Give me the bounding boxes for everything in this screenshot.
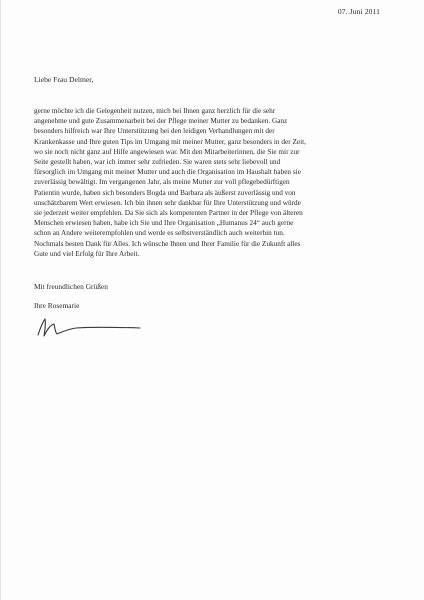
body-line: Nochmals besten Dank für Alles. Ich wünsche Ihnen und Ihrer Familie für die Zukunft alles bbox=[34, 239, 301, 248]
body-line: besonders hilfreich war Ihre Unterstützung bei den leidigen Verhandlungen mit der bbox=[34, 127, 275, 136]
letter-salutation: Liebe Frau Delmer, bbox=[34, 75, 94, 84]
letter-date: 07. Juni 2011 bbox=[337, 7, 380, 16]
body-line: angenehme und gute Zusammenarbeit bei der Pflege meiner Mutter zu bedanken. Ganz bbox=[34, 117, 288, 126]
scan-edge bbox=[0, 0, 1, 600]
body-line: Menschen erwiesen haben, habe ich Sie und Ihre Organisation „Humanus 24“ auch gerne bbox=[34, 219, 294, 228]
body-line: sie jederzeit weiter empfehlen. Da Sie sich als kompetenten Partner in der Pflege von älteren bbox=[34, 209, 303, 218]
letter-signoff: Ihre Rosemarie bbox=[34, 301, 80, 310]
body-line: zuverlässig bewältigt. Im vergangenen Jahr, als meine Mutter zur voll pflegebedürftigen bbox=[34, 178, 290, 187]
body-line: schon an Andere weiterempfohlen und werde es selbstverständlich auch weiterhin tun. bbox=[34, 229, 285, 238]
letter-closing: Mit freundlichen Grüßen bbox=[34, 282, 108, 291]
body-line: Krankenkasse und Ihre guten Tips im Umgang mit meiner Mutter, ganz besonders in der Zeit, bbox=[34, 137, 306, 146]
body-line: wo sie noch nicht ganz auf Hilfe angewiesen war. Mit den Mitarbeiterinnen, die Sie mir zur bbox=[34, 147, 300, 156]
body-line: unschätzbarem Wert erwiesen. Ich bin ihnen sehr dankbar für Ihre Unterstützung und würde bbox=[34, 198, 301, 207]
body-line: Patientin wurde, haben sich besonders Bogda und Barbara als äußerst zuverlässig und von bbox=[34, 188, 296, 197]
body-line: Gute und viel Erfolg für Ihre Arbeit. bbox=[34, 249, 140, 258]
signature-stroke bbox=[38, 319, 140, 336]
letter-body bbox=[34, 106, 382, 259]
body-line: fürsorglich im Umgang mit meiner Mutter und auch die Organisation im Haushalt haben sie bbox=[34, 168, 301, 177]
body-line: gerne möchte ich die Gelegenheit nutzen, mich bei Ihnen ganz herzlich für die sehr bbox=[34, 107, 276, 115]
body-line: Seite gestellt haben, war ich immer sehr zufrieden. Sie waren stets sehr liebevoll und bbox=[34, 158, 281, 167]
handwritten-signature bbox=[36, 315, 146, 339]
